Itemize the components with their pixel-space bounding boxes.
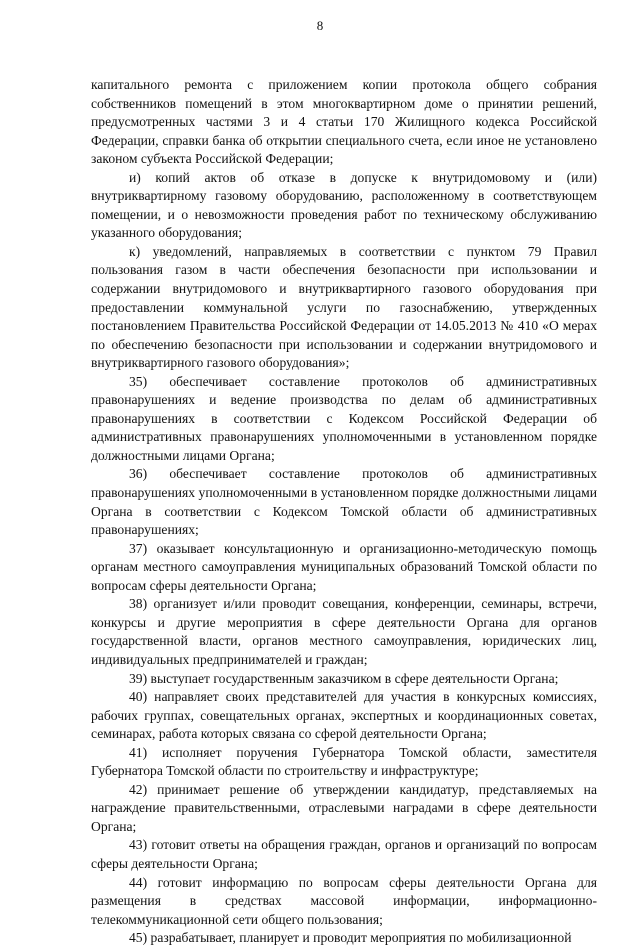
paragraph-continuation: капитального ремонта с приложением копии протокола общего собрания собственников помещений в этом многоквартирном доме о принятии решений, предусмотренных частями 3 и 4 статьи 170 Жилищного кодекса Российской Федерации, справки банка об открытии специального счета, если иное не установлено законом субъекта Российской Федерации; xyxy=(91,77,597,167)
paragraph-item-39: 39) выступает государственным заказчиком в сфере деятельности Органа; xyxy=(129,670,559,686)
paragraph-item-i: и) копий актов об отказе в допуске к внутридомовому и (или) внутриквартирному газовому оборудованию, расположенному в соответствующем помещении, и о невозможности проведения работ по техническому обслуживанию указанного оборудования; xyxy=(91,169,597,241)
paragraph-item-k: к) уведомлений, направляемых в соответствии с пунктом 79 Правил пользования газом в части обеспечения безопасности при использовании и содержании внутридомового и внутриквартирного газового оборудования при предоставлении коммунальной услуги по газоснабжению, утвержденных постановлением Правительства Российской Федерации от 14.05.2013 № 410 «О мерах по обеспечению безопасности при использовании и содержании внутридомового и внутриквартирного газового оборудования»; xyxy=(91,243,597,371)
paragraph-item-35: 35) обеспечивает составление протоколов об административных правонарушениях и ведение производства по делам об административных правонарушениях в соответствии с Кодексом Российской Федерации об административных правонарушениях уполномоченными в установленном порядке должностными лицами Органа; xyxy=(91,373,597,463)
paragraph-item-36: 36) обеспечивает составление протоколов об административных правонарушениях уполномоченными в установленном порядке должностными лицами Органа в соответствии с Кодексом Томской области об административных правонарушениях; xyxy=(91,466,597,538)
paragraph-item-44: 44) готовит информацию по вопросам сферы деятельности Органа для размещения в средствах массовой информации, информационно-телекоммуникационной сети общего пользования; xyxy=(91,874,597,927)
page-number: 8 xyxy=(316,18,324,33)
paragraph-item-37: 37) оказывает консультационную и организационно-методическую помощь органам местного самоуправления муниципальных образований Томской области по вопросам сферы деятельности Органа; xyxy=(91,540,597,593)
paragraph-item-45: 45) разрабатывает, планирует и проводит мероприятия по мобилизационной xyxy=(129,930,572,946)
paragraph-item-38: 38) организует и/или проводит совещания, конференции, семинары, встречи, конкурсы и другие мероприятия в сфере деятельности Органа для органов государственной власти, органов местного самоуправления, юридических лиц, индивидуальных предпринимателей и граждан; xyxy=(91,596,597,667)
paragraph-item-42: 42) принимает решение об утверждении кандидатур, представляемых на награждение правительственными, отраслевыми наградами в сфере деятельности Органа; xyxy=(91,781,597,834)
paragraph-item-40: 40) направляет своих представителей для участия в конкурсных комиссиях, рабочих группах, совещательных органах, экспертных и координационных советах, семинарах, работа которых связана со сферой деятельности Органа; xyxy=(91,689,597,742)
paragraph-item-43: 43) готовит ответы на обращения граждан, органов и организаций по вопросам сферы деятельности Органа; xyxy=(91,837,597,871)
document-body xyxy=(91,76,597,948)
paragraph-item-41: 41) исполняет поручения Губернатора Томской области, заместителя Губернатора Томской области по строительству и инфраструктуре; xyxy=(91,744,597,779)
